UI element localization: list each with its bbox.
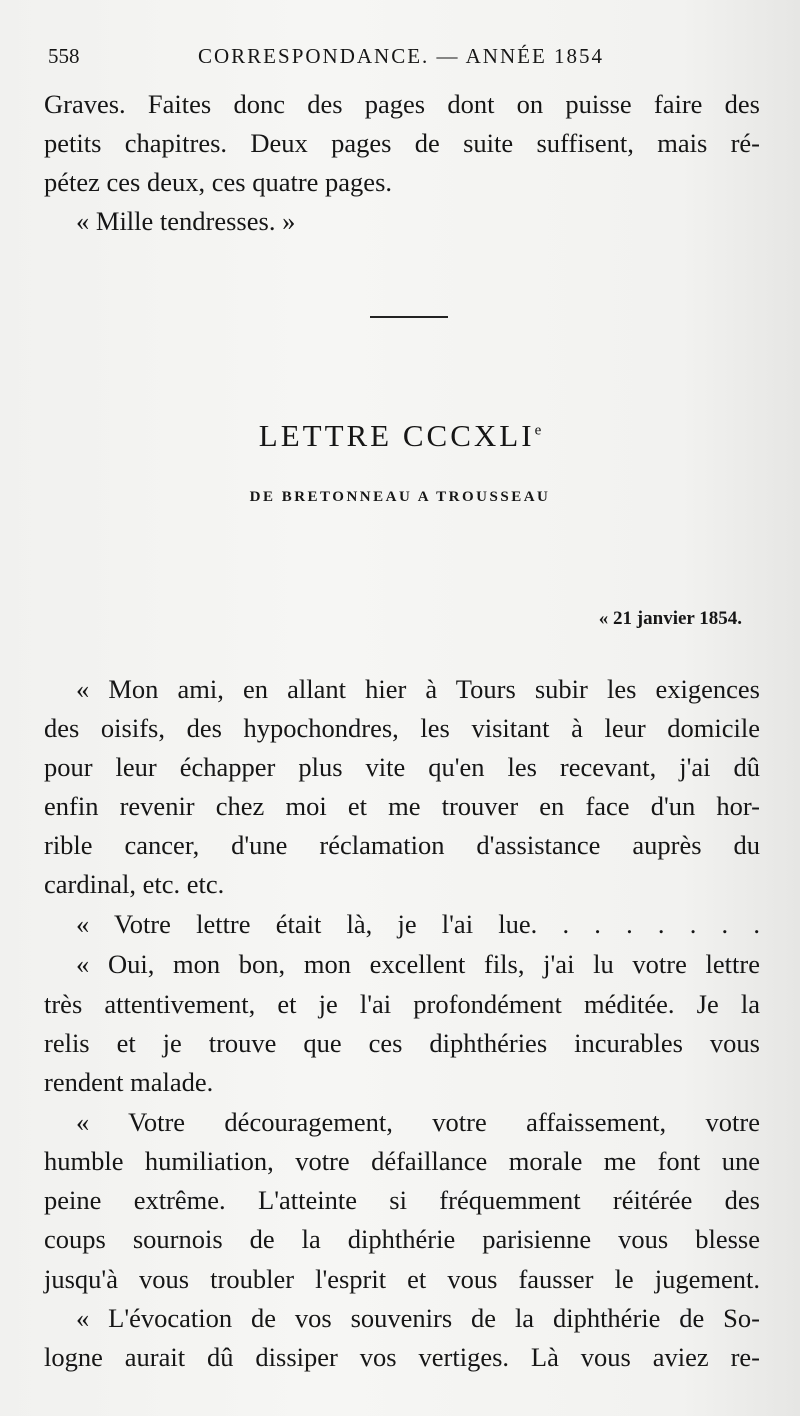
text-line: peine extrême. L'atteinte si fréquemment réitérée des: [44, 1185, 760, 1215]
letter-title-suffix: e: [534, 422, 542, 439]
text-line: « Mille tendresses. »: [76, 206, 296, 236]
letter-date: « 21 janvier 1854.: [598, 608, 742, 629]
running-title: CORRESPONDANCE. — ANNÉE 1854: [198, 44, 605, 68]
letter-subtitle: DE BRETONNEAU A TROUSSEAU: [249, 489, 551, 505]
text-line: des oisifs, des hypochondres, les visitant à leur domicile: [44, 713, 760, 743]
text-line: « Mon ami, en allant hier à Tours subir les exigences: [76, 674, 760, 704]
text-line: humble humiliation, votre défaillance morale me font une: [44, 1146, 760, 1176]
letter-title: [0, 418, 800, 454]
text-line: Graves. Faites donc des pages dont on puisse faire des: [44, 89, 760, 119]
text-line: jusqu'à vous troubler l'esprit et vous fausser le jugement.: [44, 1264, 760, 1294]
text-line: très attentivement, et je l'ai profondément méditée. Je la: [44, 989, 760, 1019]
text-line: pétez ces deux, ces quatre pages.: [44, 167, 393, 197]
text-line: coups sournois de la diphthérie parisienne vous blesse: [44, 1224, 760, 1254]
text-line: relis et je trouve que ces diphthéries incurables vous: [44, 1028, 760, 1058]
letter-title-text: LETTRE CCCXLI: [258, 418, 535, 453]
text-line: « L'évocation de vos souvenirs de la diphthérie de So-: [76, 1303, 760, 1333]
text-line: petits chapitres. Deux pages de suite suffisent, mais ré-: [44, 128, 760, 158]
page-number: 558: [48, 44, 80, 68]
text-line: « Votre découragement, votre affaissement, votre: [76, 1107, 760, 1137]
text-line: « Oui, mon bon, mon excellent fils, j'ai lu votre lettre: [76, 949, 760, 979]
text-line: rible cancer, d'une réclamation d'assistance auprès du: [44, 830, 760, 860]
text-line: cardinal, etc. etc.: [44, 869, 225, 899]
text-line: rendent malade.: [44, 1067, 214, 1097]
text-line: « Votre lettre était là, je l'ai lue. . . . . . . .: [76, 909, 760, 939]
section-divider: [370, 316, 448, 318]
text-line: pour leur échapper plus vite qu'en les recevant, j'ai dû: [44, 752, 760, 782]
text-line: logne aurait dû dissiper vos vertiges. Là vous aviez re-: [44, 1342, 760, 1372]
text-line: enfin revenir chez moi et me trouver en face d'un hor-: [44, 791, 760, 821]
